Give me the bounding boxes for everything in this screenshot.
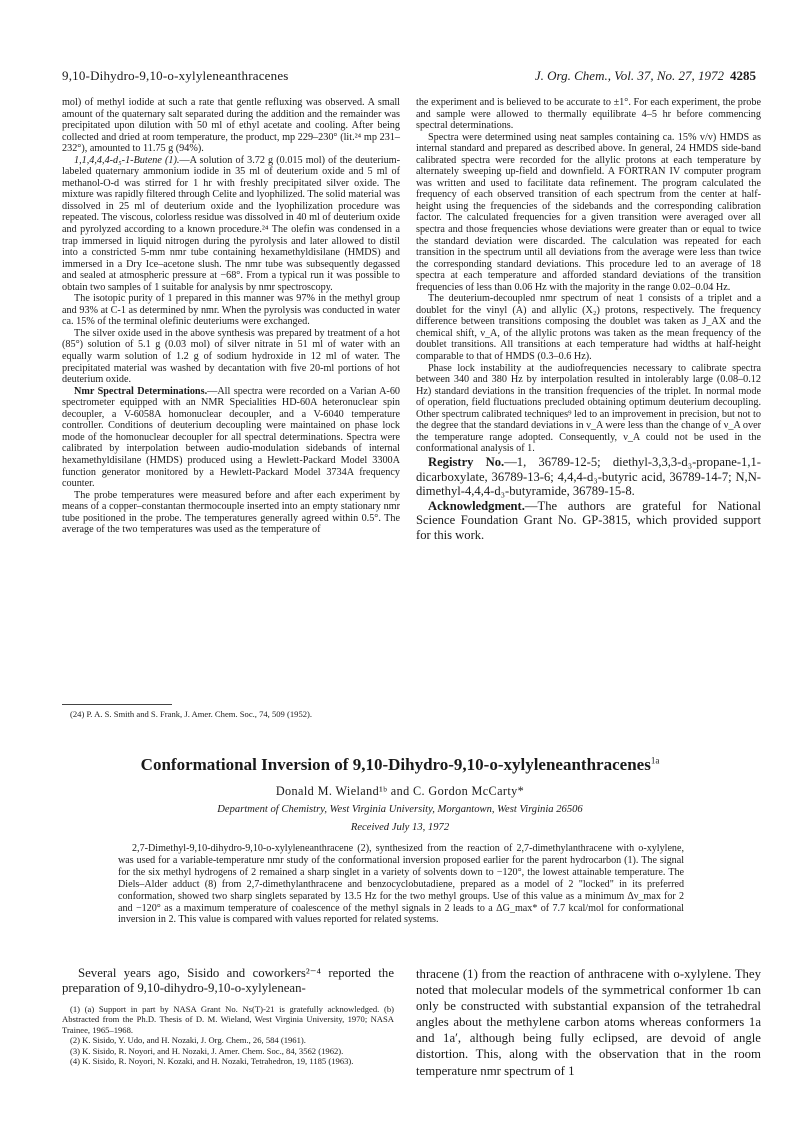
running-header-title: 9,10-Dihydro-9,10-o-xylyleneanthracenes (62, 68, 289, 83)
footnote: (1) (a) Support in part by NASA Grant No. Ns(T)-21 is gratefully acknowledged. (b) Abstracted from the Ph.D. Thesis of D. M. Wieland, West Virginia University, 1970; NASA Trainee, 1965–1968. (62, 1004, 394, 1035)
footnote: (2) K. Sisido, Y. Udo, and H. Nozaki, J. Org. Chem., 26, 584 (1961). (70, 1035, 306, 1046)
abstract-text: 2,7-Dimethyl-9,10-dihydro-9,10-o-xylyleneanthracene (2), synthesized from the reaction of 2,7-dimethylanthracene with o-xylylene, was used for a variable-temperature nmr study of the conformational inversion proposed earlier for the parent hydrocarbon (1). The signal for the six methyl hydrogens of 2 remained a sharp singlet in a variety of solvents down to −120°, the lowest attainable temperature. The Diels–Alder adduct (8) from 2,7-dimethylanthracene and benzocyclobutadiene, prepared as a model of 2 "locked" in its preferred conformation, showed two sharp singlets separated by 13.5 Hz for the two methyl groups. Use of this value as a minimum Δν_max for 2 and −120° as a maximum temperature of coalescence of the methyl signals in 2 leads to a ΔG_max* of 7.7 kcal/mol for conformational inversion in 2. This value is compared with values reported for related systems. (118, 843, 684, 926)
page-number: 4285 (730, 68, 756, 83)
title-footnote-mark: 1a (650, 755, 660, 766)
paragraph-body: —All spectra were recorded on a Varian A-60 spectrometer equipped with an NMR Specialities HD-60A heteronuclear spin decoupler, a V-6058A homonuclear decoupler, and a V-6040 temperature controller. Conditions of deuterium decoupling were maintained on phase lock mode of the homonuclear decoupler for all spectral determinations. Spectra were calibrated by interpolation between audio-modulation sidebands of internal hexamethyldisilane (HMDS) produced using a Hewlett-Packard Model 3300A function generator monitored by a Hewlett-Packard Model 3734A frequency counter. (62, 385, 401, 490)
right-column (416, 97, 761, 543)
journal-citation: J. Org. Chem., Vol. 37, No. 27, 1972 (534, 68, 724, 83)
intro-right (416, 966, 761, 1079)
intro-paragraph: thracene (1) from the reaction of anthracene with o-xylylene. They noted that molecular models of the symmetrical conformer 1b can only be constructed with substantial expansion of the tetrahedral angles about the methylene carbon atoms whereas conformers 1a and 1a′, although being fully eclipsed, are devoid of angle distortion. This, along with the observation that in the room temperature nmr spectrum of 1 (416, 967, 761, 1078)
authors: Donald M. Wieland¹ᵇ and C. Gordon McCarty* (275, 784, 525, 798)
paragraph: The probe temperatures were measured before and after each experiment by means of a copper–constantan thermocouple inserted into an empty stationary nmr tube positioned in the probe. The temperatures generally agreed within 0.5°. The average of the two temperatures was used as the temperature of (62, 489, 400, 536)
left-column (62, 97, 400, 536)
paragraph: Phase lock instability at the audiofrequencies necessary to calibrate spectra between 340 and 380 Hz by interpolation resulted in intolerably large (0.08–0.12 Hz) standard deviations in the transition frequencies of the triplet. In normal mode of operation, field fluctuations precluded obtaining optimum deuterium decoupling. Other spectrum calibrated techniques⁹ led to an improvement in precision, but not to the degree that the standard deviations in ν_A were less than the change of ν_A over the temperature range adopted. Consequently, ν_A could not be used in the conformational analysis of 1. (416, 362, 761, 455)
footnote-24: (24) P. A. S. Smith and S. Frank, J. Amer. Chem. Soc., 74, 509 (1952). (70, 709, 313, 719)
paragraph: Spectra were determined using neat samples containing ca. 15% v/v) HMDS as internal standard and prepared as described above. In general, 24 HMDS side-band calibrated spectra were recorded for the allylic protons at each temperature by alternately sweeping up-field and downfield. A FORTRAN IV computer program was written and used to facilitate data refinement. The program calculated the frequency of each observed transition of each spectrum from the center at half-height using the frequencies of the sidebands and the corresponding calibration factor. The calculated frequencies for a given transition were averaged over all spectra and those frequencies whose deviations were greater than or equal to twice the standard deviation were discarded. The calculation was repeated for each transition in the spectrum until all deviations from the average were less than twice the corresponding standard deviations. This procedure led to an average of 18 spectra at each temperature and afforded standard deviations of the transition frequencies of less than 0.06 Hz with the majority in the range 0.02–0.04 Hz. (416, 131, 761, 293)
section-heading: Nmr Spectral Determinations. (74, 385, 208, 397)
compound-heading: 1,1,4,4,4-d₅-1-Butene (1). (74, 154, 180, 166)
paragraph (62, 386, 400, 490)
article-title-text: Conformational Inversion of 9,10-Dihydro-9,10-o-xylyleneanthracenes (140, 755, 651, 774)
paragraph: mol) of methyl iodide at such a rate that gentle refluxing was observed. A small amount of the quaternary salt separated during the addition and the remainder was precipitated upon dilution with 50 ml of ethyl acetate and cooling. After being collected and dried at room temperature, the product, mp 229–230° (lit.²⁴ mp 231–232°), amounted to 11.75 g (94%). (62, 97, 400, 155)
acknowledgment-heading: Acknowledgment. (428, 498, 525, 513)
footnote: (3) K. Sisido, R. Noyori, and H. Nozaki, J. Amer. Chem. Soc., 84, 3562 (1962). (70, 1045, 344, 1056)
intro-paragraph: Several years ago, Sisido and coworkers²⁻⁴ reported the preparation of 9,10-dihydro-9,10-o-xylylenean- (62, 966, 394, 996)
received-date: Received July 13, 1972 (350, 822, 450, 833)
registry-numbers (416, 455, 761, 499)
acknowledgment (416, 499, 761, 543)
paragraph: the experiment and is believed to be accurate to ±1°. For each experiment, the probe and sample were allowed to thermally equilibrate 4–5 hr before commencing spectral determinations. (416, 97, 761, 132)
footnotes (62, 1004, 394, 1066)
paragraph: The silver oxide used in the above synthesis was prepared by treatment of a hot (85°) solution of 5.1 g (0.03 mol) of silver nitrate in 51 ml of water with an equally warm solution of 1.2 g of sodium hydroxide in 12 ml of water. The precipitated material was washed by decantation with five 20-ml portions of hot deuterium oxide. (62, 327, 400, 386)
footnote-divider (62, 704, 172, 705)
paragraph-body: —A solution of 3.72 g (0.015 mol) of the deuterium-labeled quaternary ammonium iodide in 35 ml of deuterium oxide and 5 ml of methanol-O-d was stirred for 1 hr with freshly precipitated silver oxide. The mixture was rapidly filtered through Celite and lyophilized. The solid material was dissolved in 25 ml of deuterium oxide and the lyophilization procedure was repeated. The viscous, colorless residue was dissolved in 40 ml of deuterium oxide and pyrolyzed according to a known procedure.²⁴ The olefin was condensed in a trap immersed in liquid nitrogen during the pyrolysis and later allowed to distil into a constricted 5-mm nmr tube containing hexamethyldisilane (HMDS) and immersed in a Dry Ice–acetone slush. The nmr tube was subsequently degassed and sealed at atmospheric pressure at −68°. From a typical run it was possible to obtain two samples of 1 suitable for analysis by nmr spectroscopy. (62, 154, 400, 293)
article-title (0, 755, 800, 775)
paragraph: The deuterium-decoupled nmr spectrum of neat 1 consists of a triplet and a doublet for the vinyl (A) and allylic (X₂) protons, respectively. The frequency difference between transitions composing the doublet was taken as J_AX and the chemical shift, ν_A, of the allylic protons was taken as the mean frequency of the doublet transitions. All transitions at each temperature had widths at half-height comparable to that of HMDS (0.3–0.6 Hz). (416, 293, 761, 363)
paragraph: The isotopic purity of 1 prepared in this manner was 97% in the methyl group and 93% at C-1 as determined by nmr. When the pyrolysis was conducted in water ca. 15% of the terminal olefinic deuteriums were exchanged. (62, 293, 400, 328)
footnote: (4) K. Sisido, R. Noyori, N. Kozaki, and H. Nozaki, Tetrahedron, 19, 1185 (1963). (70, 1056, 354, 1067)
registry-body: —1, 36789-12-5; diethyl-3,3,3-d₃-propane-1,1-dicarboxylate, 36789-13-6; 4,4,4-d₃-butyric acid, 36789-14-7; N,N-dimethyl-4,4,4-d₃-butyramide, 36789-15-8. (416, 454, 761, 499)
running-header-journal (535, 68, 756, 84)
acknowledgment-body: —The authors are grateful for National Science Foundation Grant No. GP-3815, which provided support for this work. (416, 498, 761, 542)
paragraph (62, 155, 400, 294)
intro-left (62, 966, 394, 996)
abstract (118, 843, 684, 926)
affiliation: Department of Chemistry, West Virginia University, Morgantown, West Virginia 26506 (217, 804, 583, 815)
registry-heading: Registry No. (428, 454, 505, 469)
